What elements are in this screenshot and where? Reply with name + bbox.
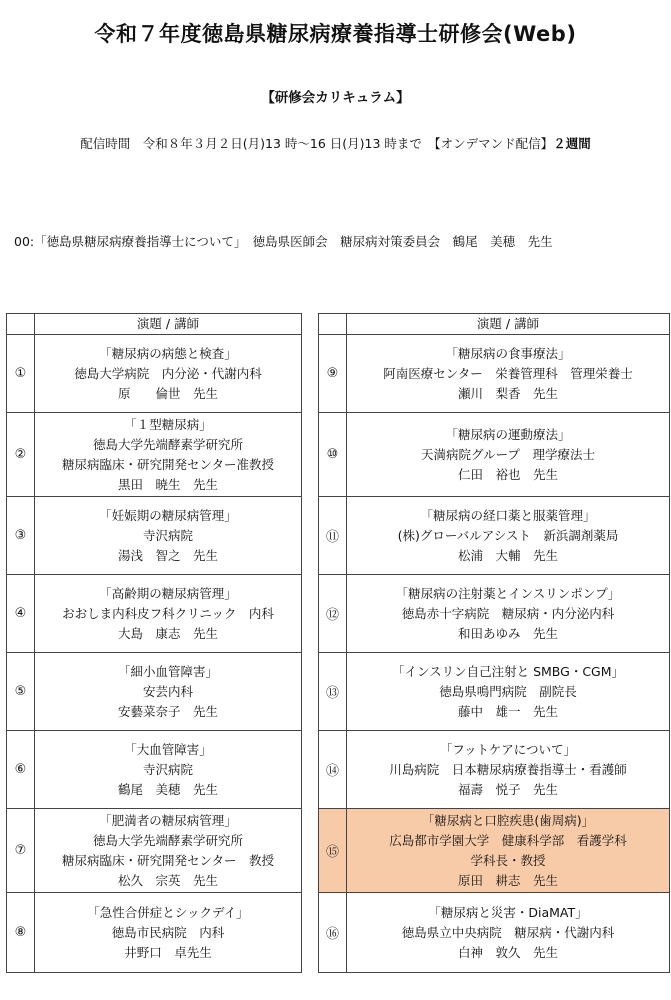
table-row (319, 335, 670, 413)
table-row (319, 731, 670, 809)
table-row (7, 893, 302, 973)
lecture-title: 「急性合併症とシックデイ」 (87, 904, 249, 920)
table-row (319, 413, 670, 497)
table-row (319, 809, 670, 893)
table-header-row (319, 314, 670, 335)
right-table-body (319, 335, 670, 973)
lecture-speaker-line: 松浦 大輔 先生 (457, 547, 558, 563)
table-row (7, 413, 302, 497)
table-header-row (7, 314, 302, 335)
lecture-content (35, 497, 302, 575)
lecture-content (347, 653, 670, 731)
lecture-number: ⑬ (319, 653, 347, 731)
lecture-title: 「糖尿病の注射薬とインスリンポンプ」 (395, 585, 621, 601)
lecture-title: 「妊娠期の糖尿病管理」 (99, 507, 237, 523)
lecture-title: 「糖尿病の病態と検査」 (99, 345, 237, 361)
lecture-speaker-line: 徳島大学先端酵素学研究所 (92, 436, 243, 452)
lecture-speaker-line: 学科長・教授 (470, 852, 546, 868)
lecture-speaker-line: 糖尿病臨床・研究開発センター 教授 (61, 852, 274, 868)
left-table-body (7, 335, 302, 973)
lecture-number: ⑯ (319, 893, 347, 973)
page-title: 令和７年度徳島県糖尿病療養指導士研修会(Web) (94, 22, 577, 46)
lecture-speaker-line: 徳島県鳴門病院 副院長 (439, 683, 577, 699)
lecture-title: 「１型糖尿病」 (124, 416, 212, 432)
lecture-speaker-line: 藤中 雄一 先生 (457, 703, 558, 719)
lecture-number: ⑧ (7, 893, 35, 973)
lecture-speaker-line: 徳島大学先端酵素学研究所 (92, 832, 243, 848)
lecture-number: ⑪ (319, 497, 347, 575)
lecture-speaker-line: 糖尿病臨床・研究開発センター准教授 (61, 456, 274, 472)
lecture-speaker-line: 安芸内科 (142, 683, 193, 699)
lecture-speaker-line: 瀬川 梨香 先生 (457, 385, 558, 401)
table-row (7, 653, 302, 731)
table-row (7, 575, 302, 653)
lecture-speaker-line: 鶴尾 美穂 先生 (117, 781, 218, 797)
lecture-title: 「インスリン自己注射と SMBG・CGM」 (391, 663, 625, 679)
lecture-speaker-line: 白神 敦久 先生 (457, 944, 558, 960)
lecture-number: ⑩ (319, 413, 347, 497)
table-row (319, 575, 670, 653)
lecture-speaker-line: 原田 耕志 先生 (457, 872, 558, 888)
lecture-speaker-line: 和田あゆみ 先生 (457, 625, 558, 641)
lecture-content (347, 893, 670, 973)
lecture-number: ① (7, 335, 35, 413)
table-row (7, 497, 302, 575)
lecture-content (347, 731, 670, 809)
lecture-number: ④ (7, 575, 35, 653)
header-label: 演題 / 講師 (347, 314, 670, 335)
lecture-speaker-line: 安藝菜奈子 先生 (117, 703, 218, 719)
curriculum-table-left (6, 313, 302, 973)
curriculum-table-right (318, 313, 670, 973)
lecture-title: 「糖尿病と災害・DiaMAT」 (428, 904, 588, 920)
schedule-duration: ２週間 (553, 136, 591, 151)
lecture-speaker-line: 福壽 悦子 先生 (457, 781, 558, 797)
table-row (7, 809, 302, 893)
lecture-speaker-line: 徳島県立中央病院 糖尿病・代謝内科 (401, 924, 615, 940)
lecture-number: ⑨ (319, 335, 347, 413)
lecture-title: 「フットケアについて」 (439, 741, 577, 757)
lecture-content (35, 893, 302, 973)
lecture-content (347, 809, 670, 893)
table-row (7, 335, 302, 413)
lecture-speaker-line: 湯浅 智之 先生 (117, 547, 218, 563)
lecture-speaker-line: 川島病院 日本糖尿病療養指導士・看護師 (389, 761, 627, 777)
lecture-speaker-line: 寺沢病院 (142, 527, 193, 543)
lecture-content (35, 809, 302, 893)
lecture-speaker-line: 大島 康志 先生 (117, 625, 218, 641)
lecture-title: 「糖尿病の運動療法」 (445, 426, 571, 442)
lecture-title: 「細小血管障害」 (117, 663, 218, 679)
lecture-number: ⑭ (319, 731, 347, 809)
lecture-content (35, 653, 302, 731)
schedule-line (0, 134, 671, 152)
lecture-number: ⑦ (7, 809, 35, 893)
table-row (319, 497, 670, 575)
table-row (319, 893, 670, 973)
lecture-content (347, 413, 670, 497)
lecture-title: 「大血管障害」 (124, 741, 212, 757)
lecture-number: ② (7, 413, 35, 497)
lecture-title: 「糖尿病の経口薬と服薬管理」 (420, 507, 596, 523)
lecture-speaker-line: 井野口 卓先生 (124, 944, 212, 960)
lecture-speaker-line: おおしま内科皮フ科クリニック 内科 (62, 605, 274, 621)
lecture-speaker-line: 徳島大学病院 内分泌・代謝内科 (74, 365, 262, 381)
lecture-speaker-line: 天満病院グループ 理学療法士 (420, 446, 595, 462)
lecture-title: 「糖尿病の食事療法」 (445, 345, 571, 361)
lecture-number: ⑫ (319, 575, 347, 653)
lecture-speaker-line: 原 倫世 先生 (117, 385, 218, 401)
header-label: 演題 / 講師 (35, 314, 302, 335)
table-row (319, 653, 670, 731)
lecture-speaker-line: 黒田 暁生 先生 (117, 476, 218, 492)
lecture-speaker-line: 徳島市民病院 内科 (111, 924, 225, 940)
lecture-number: ⑮ (319, 809, 347, 893)
curriculum-subtitle: 【研修会カリキュラム】 (261, 90, 410, 106)
lecture-content (347, 575, 670, 653)
lecture-number: ③ (7, 497, 35, 575)
header-num-cell (7, 314, 35, 335)
lecture-speaker-line: 阿南医療センター 栄養管理科 管理栄養士 (383, 365, 633, 381)
lecture-speaker-line: 仁田 裕也 先生 (457, 466, 558, 482)
schedule-text: 配信時間 令和８年３月２日(月)13 時～16 日(月)13 時まで 【オンデマンド配信】 (80, 136, 554, 151)
lecture-number: ⑥ (7, 731, 35, 809)
lecture-speaker-line: 寺沢病院 (142, 761, 193, 777)
intro-lecture: 00:「徳島県糖尿病療養指導士について」 徳島県医師会 糖尿病対策委員会 鶴尾 美穂 先生 (14, 234, 553, 249)
lecture-title: 「肥満者の糖尿病管理」 (99, 812, 237, 828)
lecture-speaker-line: (株)グローバルアシスト 新浜調剤薬局 (397, 527, 619, 543)
lecture-content (35, 413, 302, 497)
lecture-content (35, 575, 302, 653)
lecture-content (347, 497, 670, 575)
lecture-content (35, 731, 302, 809)
lecture-speaker-line: 広島都市学園大学 健康科学部 看護学科 (389, 832, 627, 848)
header-num-cell (319, 314, 347, 335)
lecture-title: 「糖尿病と口腔疾患(歯周病)」 (421, 812, 595, 828)
lecture-speaker-line: 徳島赤十字病院 糖尿病・内分泌内科 (401, 605, 615, 621)
lecture-title: 「高齢期の糖尿病管理」 (99, 585, 237, 601)
lecture-content (35, 335, 302, 413)
lecture-speaker-line: 松久 宗英 先生 (117, 872, 218, 888)
lecture-content (347, 335, 670, 413)
table-row (7, 731, 302, 809)
lecture-number: ⑤ (7, 653, 35, 731)
